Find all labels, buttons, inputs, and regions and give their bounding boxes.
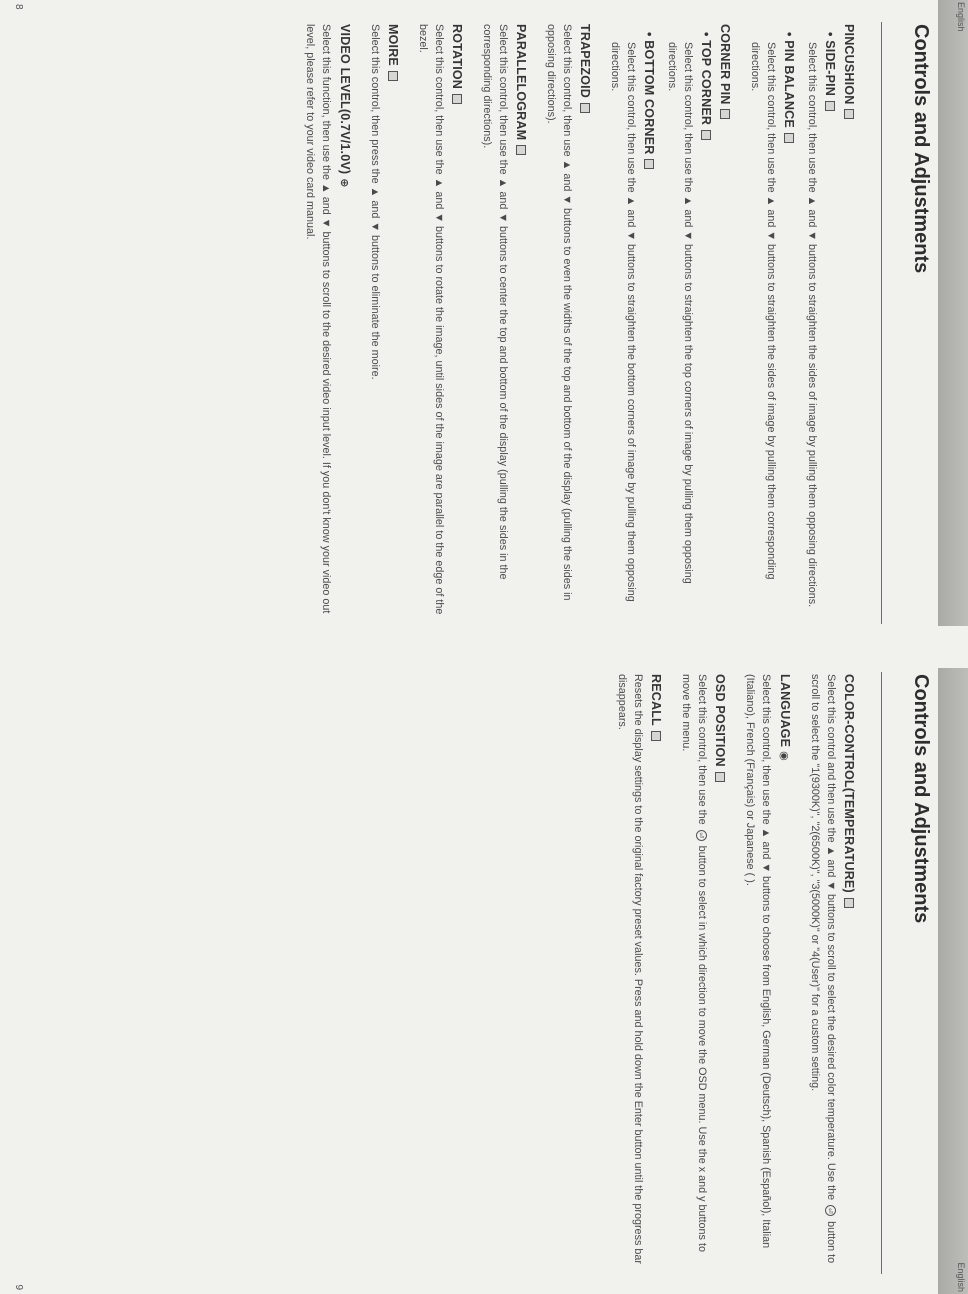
parallelogram-icon (516, 145, 526, 155)
top-corner-icon (701, 130, 711, 140)
recall-entry (614, 674, 665, 1274)
left-page (0, 0, 968, 640)
section-heading: PINCUSHION (839, 24, 858, 624)
video-level-icon: ⊕ (338, 178, 350, 188)
rotation-entry (415, 24, 466, 624)
entry-heading: LANGUAGE (778, 674, 792, 748)
bottom-corner-entry (607, 24, 658, 624)
title-rule (881, 22, 882, 624)
language-label: English (956, 1262, 966, 1292)
entry-description: Select this control, then use the ▲ and ▼ buttons to straighten the bottom corners of image by pulling them opposing directions. (609, 42, 637, 602)
entry-description: Select this control, then use the ▲ and ▼ buttons to straighten the sides of image by pulling them corresponding directions. (749, 42, 777, 580)
pin-balance-icon (784, 133, 794, 143)
trapezoid-entry (543, 24, 594, 624)
corner-pin-icon (720, 109, 730, 119)
page-number: 9 (13, 1284, 24, 1290)
corner-pin-group (607, 24, 734, 624)
entry-description: Select this control, then use ▲ and ▼ buttons to even the widths of the top and bottom of the display (pulling the sides in opposing directions). (545, 24, 573, 601)
header-strip (938, 668, 968, 1294)
parallelogram-entry (479, 24, 530, 624)
entry-heading: COLOR-CONTROL(TEMPERATURE) (842, 674, 856, 893)
trapezoid-icon (580, 103, 590, 113)
entry-heading: VIDEO LEVEL(0.7V/1.0V) (338, 24, 352, 175)
entry-description: Select this control and then use the ▲ and ▼ buttons to scroll to select the desired color temperature. Use the ⏎ button to scroll to select the "1(9300K)", "2(6500K)", "3(5000K)" or "4(User)" for a custom setting. (809, 674, 837, 1264)
side-pin-entry (804, 24, 839, 624)
entry-description: Select this control, then press the ▲ and ▼ buttons to eliminate the moire. (369, 24, 381, 380)
bottom-corner-icon (644, 159, 654, 169)
osd-position-entry (678, 674, 729, 1274)
enter-button-icon: ⏎ (696, 830, 707, 841)
entry-heading: • TOP CORNER (699, 32, 713, 126)
entry-heading: MOIRE (386, 24, 400, 66)
color-control-entry (807, 674, 858, 1274)
page-title: Controls and Adjustments (910, 24, 932, 274)
entry-description: Select this control, then use the ▲ and ▼ buttons to rotate the image, until sides of the image are parallel to the edge of the bezel. (417, 24, 445, 615)
right-content (601, 674, 858, 1274)
color-temperature-icon (844, 898, 854, 908)
pincushion-group (747, 24, 858, 624)
language-entry (742, 674, 794, 1274)
osd-position-icon (715, 772, 725, 782)
enter-button-icon: ⏎ (825, 1205, 836, 1216)
entry-heading: • SIDE-PIN (823, 32, 837, 97)
title-rule (881, 672, 882, 1274)
page-title: Controls and Adjustments (910, 674, 932, 924)
entry-description: Resets the display settings to the original factory preset values. Press and hold down the Enter button until the progress bar disappears. (616, 674, 644, 1264)
entry-description: Select this control, then use the ⏎ button to select in which direction to move the OSD menu. Use the x and y buttons to move the menu. (680, 674, 708, 1252)
pincushion-icon (844, 109, 854, 119)
moire-entry (367, 24, 402, 624)
entry-description: Select this control, then use the ▲ and ▼ buttons to center the top and bottom of the display (pulling the sides in the corresponding directions). (481, 24, 509, 580)
entry-heading: ROTATION (450, 24, 464, 90)
entry-heading: • PIN BALANCE (782, 32, 796, 128)
entry-heading: PARALLELOGRAM (514, 24, 528, 141)
left-content (289, 24, 858, 624)
header-strip (938, 0, 968, 626)
rotation-icon (452, 94, 462, 104)
entry-heading: • BOTTOM CORNER (642, 32, 656, 155)
entry-description: Select this control, then use the ▲ and ▼ buttons to straighten the top corners of image by pulling them opposing directions. (666, 42, 694, 584)
entry-heading: TRAPEZOID (578, 24, 592, 99)
side-pin-icon (825, 101, 835, 111)
entry-description: Select this control, then use the ▲ and ▼ buttons to choose from English, German (Deutsch), Spanish (Español), Italian (Italiano), French (Français) or Japanese ( ). (744, 674, 772, 1249)
language-globe-icon: ◉ (778, 751, 790, 761)
entry-description: Select this function, then use the ▲ and ▼ buttons to scroll to the desired video input level. If you don't know your video out level, please refer to your video card manual. (304, 24, 332, 614)
language-label: English (956, 2, 966, 32)
entry-description: Select this control, then use the ▲ and ▼ buttons to straighten the sides of image by pulling them opposing directions. (806, 42, 818, 608)
section-heading: CORNER PIN (715, 24, 734, 624)
recall-icon (651, 731, 661, 741)
page-number: 8 (13, 4, 24, 10)
entry-heading: RECALL (649, 674, 663, 726)
top-corner-entry (664, 24, 715, 624)
pin-balance-entry (747, 24, 798, 624)
right-page (0, 654, 968, 1294)
moire-icon (388, 71, 398, 81)
entry-heading: OSD POSITION (713, 674, 727, 767)
video-level-entry (302, 24, 354, 624)
